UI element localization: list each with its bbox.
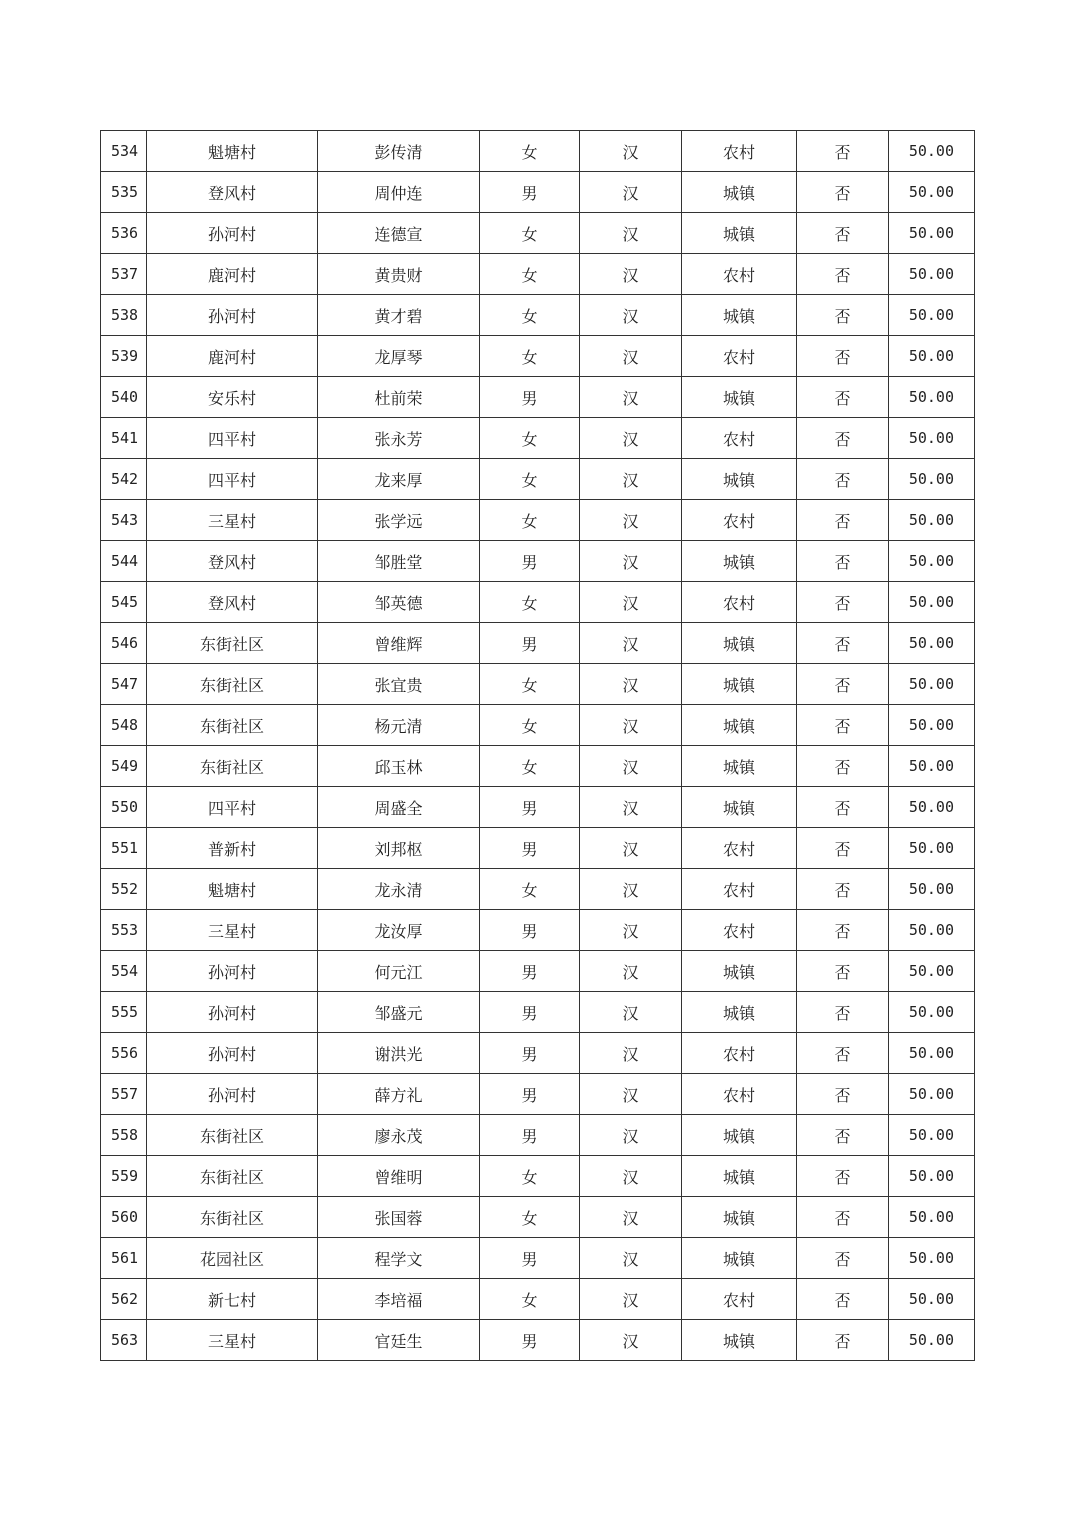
cell-number: 554 [101,951,147,992]
cell-number: 561 [101,1238,147,1279]
cell-amount: 50.00 [889,131,975,172]
table-row [101,1074,975,1115]
cell-residence: 农村 [682,828,797,869]
cell-flag: 否 [797,1238,889,1279]
cell-ethnicity: 汉 [580,1197,682,1238]
cell-amount: 50.00 [889,664,975,705]
cell-amount: 50.00 [889,459,975,500]
cell-number: 563 [101,1320,147,1361]
table-row [101,418,975,459]
cell-name: 曾维明 [318,1156,480,1197]
cell-number: 545 [101,582,147,623]
cell-village: 登风村 [147,172,318,213]
cell-gender: 女 [480,131,580,172]
cell-flag: 否 [797,1074,889,1115]
cell-amount: 50.00 [889,705,975,746]
cell-gender: 女 [480,582,580,623]
cell-name: 谢洪光 [318,1033,480,1074]
cell-gender: 女 [480,295,580,336]
cell-residence: 城镇 [682,705,797,746]
cell-amount: 50.00 [889,1320,975,1361]
cell-gender: 男 [480,910,580,951]
cell-ethnicity: 汉 [580,213,682,254]
cell-village: 东街社区 [147,664,318,705]
cell-flag: 否 [797,254,889,295]
cell-flag: 否 [797,705,889,746]
cell-village: 新七村 [147,1279,318,1320]
cell-number: 546 [101,623,147,664]
cell-residence: 农村 [682,131,797,172]
cell-flag: 否 [797,869,889,910]
cell-ethnicity: 汉 [580,541,682,582]
cell-number: 550 [101,787,147,828]
cell-name: 龙永清 [318,869,480,910]
cell-village: 孙河村 [147,992,318,1033]
cell-gender: 男 [480,951,580,992]
cell-name: 周仲连 [318,172,480,213]
cell-amount: 50.00 [889,1197,975,1238]
cell-number: 537 [101,254,147,295]
cell-ethnicity: 汉 [580,1156,682,1197]
cell-gender: 女 [480,459,580,500]
cell-amount: 50.00 [889,254,975,295]
cell-residence: 农村 [682,1279,797,1320]
cell-residence: 农村 [682,336,797,377]
cell-name: 彭传清 [318,131,480,172]
cell-village: 魁塘村 [147,869,318,910]
table-row [101,377,975,418]
cell-amount: 50.00 [889,582,975,623]
cell-village: 东街社区 [147,1156,318,1197]
cell-number: 559 [101,1156,147,1197]
cell-name: 曾维辉 [318,623,480,664]
cell-number: 551 [101,828,147,869]
cell-residence: 农村 [682,500,797,541]
cell-village: 孙河村 [147,951,318,992]
cell-amount: 50.00 [889,541,975,582]
cell-flag: 否 [797,459,889,500]
cell-village: 四平村 [147,418,318,459]
table-row [101,746,975,787]
cell-village: 鹿河村 [147,254,318,295]
cell-village: 东街社区 [147,623,318,664]
cell-flag: 否 [797,746,889,787]
cell-ethnicity: 汉 [580,459,682,500]
cell-amount: 50.00 [889,418,975,459]
cell-flag: 否 [797,623,889,664]
cell-gender: 女 [480,705,580,746]
cell-flag: 否 [797,131,889,172]
cell-name: 周盛全 [318,787,480,828]
cell-flag: 否 [797,828,889,869]
cell-ethnicity: 汉 [580,1320,682,1361]
cell-name: 张永芳 [318,418,480,459]
cell-number: 560 [101,1197,147,1238]
cell-ethnicity: 汉 [580,1238,682,1279]
cell-gender: 男 [480,1074,580,1115]
cell-flag: 否 [797,664,889,705]
cell-village: 登风村 [147,541,318,582]
table-row [101,459,975,500]
cell-amount: 50.00 [889,746,975,787]
cell-name: 薛方礼 [318,1074,480,1115]
cell-gender: 女 [480,1279,580,1320]
cell-residence: 城镇 [682,951,797,992]
cell-village: 三星村 [147,500,318,541]
cell-residence: 城镇 [682,213,797,254]
cell-number: 535 [101,172,147,213]
table-row [101,295,975,336]
table-row [101,1238,975,1279]
cell-name: 邱玉林 [318,746,480,787]
table-row [101,213,975,254]
cell-gender: 男 [480,1320,580,1361]
cell-ethnicity: 汉 [580,828,682,869]
cell-residence: 农村 [682,1033,797,1074]
cell-name: 廖永茂 [318,1115,480,1156]
cell-gender: 男 [480,1238,580,1279]
cell-residence: 城镇 [682,1320,797,1361]
cell-residence: 城镇 [682,992,797,1033]
cell-residence: 城镇 [682,623,797,664]
cell-amount: 50.00 [889,1279,975,1320]
cell-residence: 城镇 [682,746,797,787]
table-row [101,787,975,828]
table-row [101,992,975,1033]
table-row [101,951,975,992]
table-body [101,131,975,1361]
cell-number: 552 [101,869,147,910]
cell-number: 544 [101,541,147,582]
cell-gender: 女 [480,500,580,541]
cell-residence: 城镇 [682,1115,797,1156]
cell-residence: 城镇 [682,664,797,705]
cell-residence: 城镇 [682,377,797,418]
cell-residence: 城镇 [682,172,797,213]
cell-residence: 农村 [682,910,797,951]
cell-flag: 否 [797,418,889,459]
table-row [101,664,975,705]
cell-gender: 女 [480,418,580,459]
cell-flag: 否 [797,377,889,418]
cell-flag: 否 [797,1156,889,1197]
cell-residence: 城镇 [682,1197,797,1238]
cell-amount: 50.00 [889,336,975,377]
cell-flag: 否 [797,582,889,623]
cell-ethnicity: 汉 [580,1033,682,1074]
cell-name: 邹英德 [318,582,480,623]
cell-ethnicity: 汉 [580,1115,682,1156]
cell-gender: 女 [480,664,580,705]
cell-village: 孙河村 [147,295,318,336]
cell-gender: 男 [480,1115,580,1156]
cell-village: 鹿河村 [147,336,318,377]
cell-number: 548 [101,705,147,746]
table-row [101,1320,975,1361]
cell-ethnicity: 汉 [580,295,682,336]
cell-village: 登风村 [147,582,318,623]
table-row [101,705,975,746]
cell-flag: 否 [797,992,889,1033]
table-row [101,582,975,623]
cell-number: 534 [101,131,147,172]
cell-ethnicity: 汉 [580,1279,682,1320]
cell-name: 邹胜堂 [318,541,480,582]
cell-amount: 50.00 [889,992,975,1033]
cell-name: 黄才碧 [318,295,480,336]
cell-gender: 女 [480,746,580,787]
table-row [101,336,975,377]
cell-residence: 城镇 [682,1238,797,1279]
cell-flag: 否 [797,910,889,951]
cell-village: 魁塘村 [147,131,318,172]
cell-amount: 50.00 [889,1156,975,1197]
cell-residence: 农村 [682,869,797,910]
cell-number: 538 [101,295,147,336]
cell-amount: 50.00 [889,1033,975,1074]
cell-gender: 男 [480,787,580,828]
cell-residence: 农村 [682,582,797,623]
table-row [101,828,975,869]
cell-amount: 50.00 [889,213,975,254]
table-row [101,869,975,910]
cell-flag: 否 [797,787,889,828]
cell-village: 东街社区 [147,1197,318,1238]
cell-flag: 否 [797,172,889,213]
cell-gender: 男 [480,1033,580,1074]
cell-flag: 否 [797,951,889,992]
table-row [101,1115,975,1156]
table-row [101,1156,975,1197]
cell-amount: 50.00 [889,828,975,869]
table-row [101,623,975,664]
cell-name: 杜前荣 [318,377,480,418]
cell-name: 龙厚琴 [318,336,480,377]
cell-amount: 50.00 [889,295,975,336]
cell-number: 536 [101,213,147,254]
cell-number: 555 [101,992,147,1033]
cell-residence: 城镇 [682,295,797,336]
cell-ethnicity: 汉 [580,1074,682,1115]
cell-residence: 城镇 [682,541,797,582]
table-row [101,910,975,951]
table-row [101,172,975,213]
cell-ethnicity: 汉 [580,951,682,992]
cell-number: 547 [101,664,147,705]
cell-village: 普新村 [147,828,318,869]
cell-amount: 50.00 [889,500,975,541]
cell-gender: 女 [480,869,580,910]
cell-number: 540 [101,377,147,418]
cell-name: 张国蓉 [318,1197,480,1238]
cell-amount: 50.00 [889,951,975,992]
cell-name: 杨元清 [318,705,480,746]
cell-ethnicity: 汉 [580,500,682,541]
cell-residence: 城镇 [682,1156,797,1197]
recipient-table [100,130,975,1361]
cell-number: 549 [101,746,147,787]
cell-village: 孙河村 [147,1074,318,1115]
cell-flag: 否 [797,1320,889,1361]
cell-flag: 否 [797,213,889,254]
cell-amount: 50.00 [889,623,975,664]
cell-amount: 50.00 [889,910,975,951]
cell-gender: 男 [480,992,580,1033]
table-row [101,1197,975,1238]
cell-flag: 否 [797,500,889,541]
cell-flag: 否 [797,1033,889,1074]
cell-number: 541 [101,418,147,459]
cell-name: 李培福 [318,1279,480,1320]
cell-ethnicity: 汉 [580,418,682,459]
table-row [101,1033,975,1074]
cell-name: 何元江 [318,951,480,992]
cell-ethnicity: 汉 [580,377,682,418]
cell-number: 553 [101,910,147,951]
document-page [100,130,974,1361]
cell-gender: 女 [480,254,580,295]
cell-flag: 否 [797,1279,889,1320]
cell-amount: 50.00 [889,172,975,213]
cell-residence: 农村 [682,254,797,295]
cell-village: 三星村 [147,1320,318,1361]
table-row [101,1279,975,1320]
cell-gender: 女 [480,213,580,254]
cell-ethnicity: 汉 [580,172,682,213]
cell-village: 四平村 [147,787,318,828]
cell-ethnicity: 汉 [580,746,682,787]
cell-name: 张宜贵 [318,664,480,705]
cell-ethnicity: 汉 [580,910,682,951]
cell-name: 张学远 [318,500,480,541]
cell-amount: 50.00 [889,787,975,828]
table-row [101,254,975,295]
cell-gender: 女 [480,1156,580,1197]
cell-village: 三星村 [147,910,318,951]
cell-number: 543 [101,500,147,541]
cell-ethnicity: 汉 [580,705,682,746]
cell-name: 龙汝厚 [318,910,480,951]
cell-name: 程学文 [318,1238,480,1279]
cell-flag: 否 [797,336,889,377]
cell-residence: 农村 [682,1074,797,1115]
table-row [101,541,975,582]
cell-number: 556 [101,1033,147,1074]
cell-name: 连德宣 [318,213,480,254]
cell-residence: 农村 [682,418,797,459]
cell-amount: 50.00 [889,1238,975,1279]
cell-ethnicity: 汉 [580,869,682,910]
cell-ethnicity: 汉 [580,992,682,1033]
cell-flag: 否 [797,541,889,582]
cell-ethnicity: 汉 [580,131,682,172]
cell-residence: 城镇 [682,459,797,500]
cell-village: 孙河村 [147,213,318,254]
cell-name: 黄贵财 [318,254,480,295]
cell-number: 558 [101,1115,147,1156]
cell-amount: 50.00 [889,377,975,418]
cell-gender: 女 [480,336,580,377]
cell-flag: 否 [797,1115,889,1156]
cell-name: 邹盛元 [318,992,480,1033]
cell-village: 东街社区 [147,746,318,787]
cell-amount: 50.00 [889,1115,975,1156]
cell-village: 孙河村 [147,1033,318,1074]
cell-gender: 男 [480,623,580,664]
table-row [101,500,975,541]
cell-village: 东街社区 [147,1115,318,1156]
table-row [101,131,975,172]
cell-name: 龙来厚 [318,459,480,500]
cell-gender: 男 [480,541,580,582]
cell-gender: 男 [480,828,580,869]
cell-ethnicity: 汉 [580,787,682,828]
cell-ethnicity: 汉 [580,664,682,705]
cell-village: 安乐村 [147,377,318,418]
cell-number: 539 [101,336,147,377]
cell-village: 东街社区 [147,705,318,746]
cell-number: 557 [101,1074,147,1115]
cell-amount: 50.00 [889,869,975,910]
cell-gender: 男 [480,377,580,418]
cell-village: 花园社区 [147,1238,318,1279]
cell-name: 官廷生 [318,1320,480,1361]
cell-flag: 否 [797,1197,889,1238]
cell-gender: 男 [480,172,580,213]
cell-ethnicity: 汉 [580,623,682,664]
cell-gender: 女 [480,1197,580,1238]
cell-amount: 50.00 [889,1074,975,1115]
cell-name: 刘邦枢 [318,828,480,869]
cell-residence: 城镇 [682,787,797,828]
cell-ethnicity: 汉 [580,336,682,377]
cell-ethnicity: 汉 [580,582,682,623]
cell-number: 562 [101,1279,147,1320]
cell-number: 542 [101,459,147,500]
cell-flag: 否 [797,295,889,336]
cell-village: 四平村 [147,459,318,500]
cell-ethnicity: 汉 [580,254,682,295]
